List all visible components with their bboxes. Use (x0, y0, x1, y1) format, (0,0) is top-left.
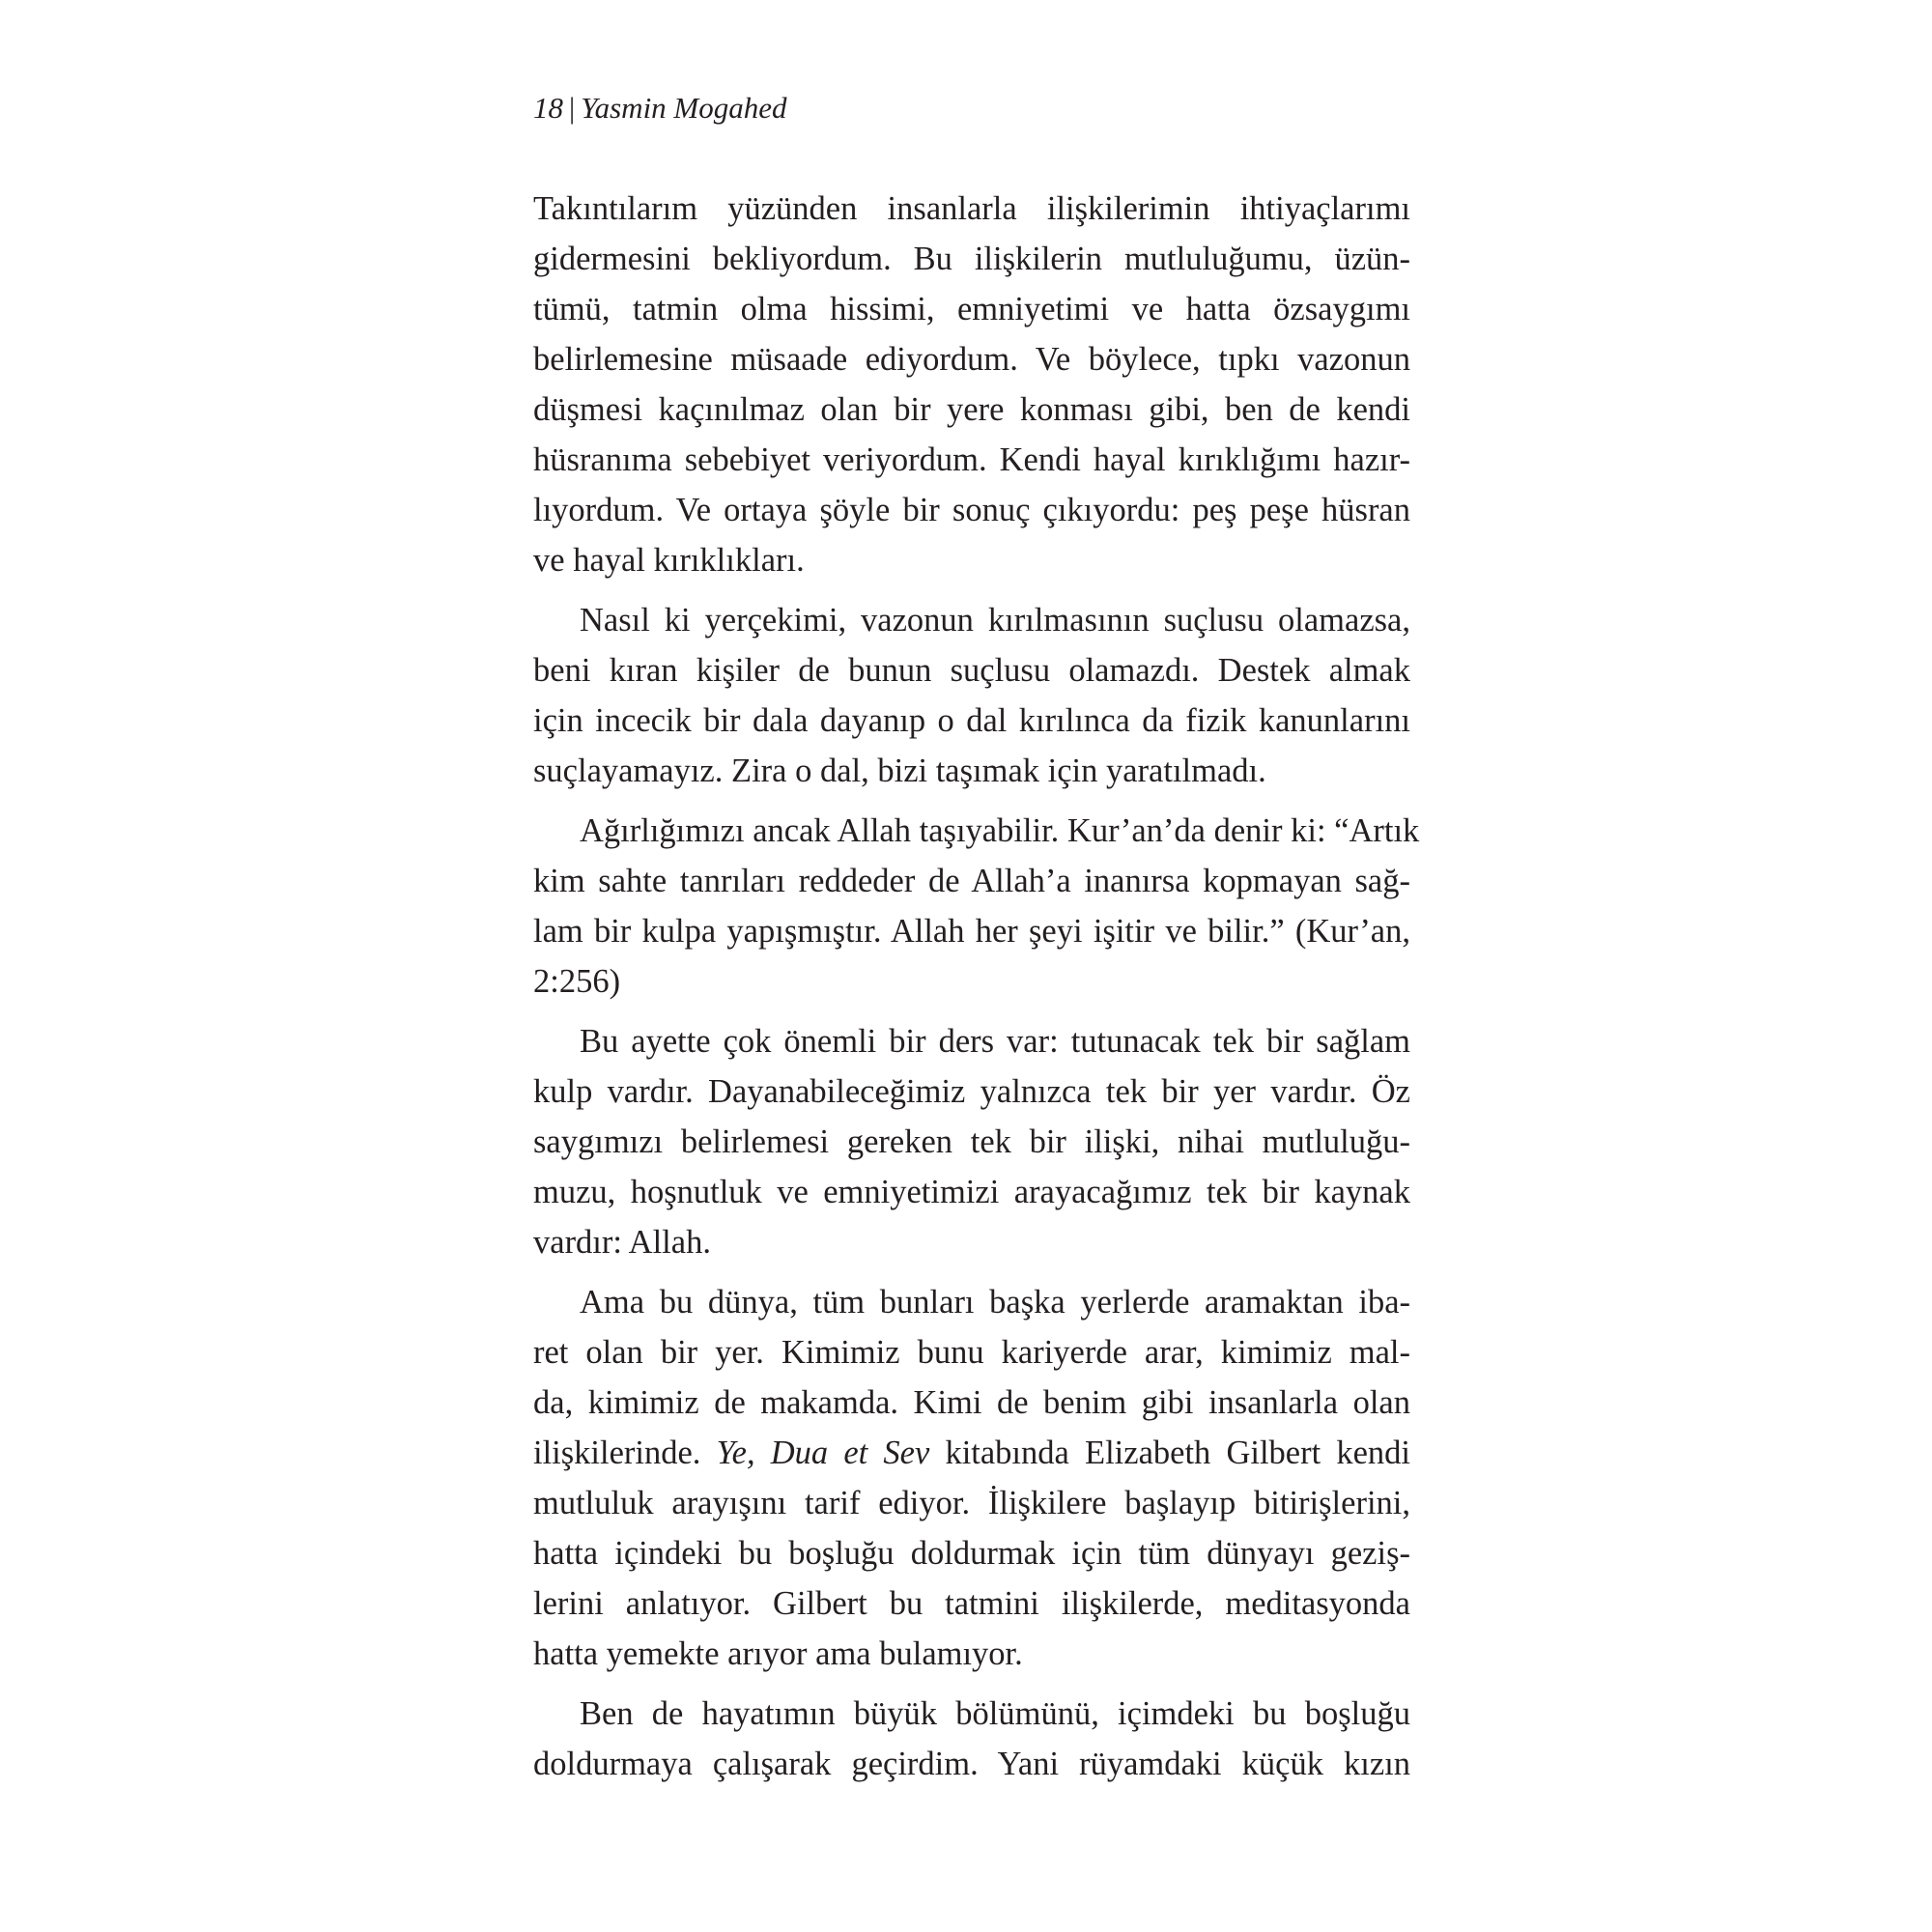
text-line: vardır: Allah. (533, 1224, 711, 1261)
paragraph (533, 1277, 1410, 1679)
header-separator: | (569, 91, 576, 125)
text-line: tümü, tatmin olma hissimi, emniyetimi ve hatta özsaygımı (533, 291, 1410, 327)
text-line: Ama bu dünya, tüm bunları başka yerlerde aramaktan iba- (580, 1284, 1410, 1321)
paragraph (533, 1016, 1410, 1267)
text-line: muzu, hoşnutluk ve emniyetimizi arayacağımız tek bir kaynak (533, 1174, 1410, 1210)
text-line: beni kıran kişiler de bunun suçlusu olamazdı. Destek almak (533, 652, 1410, 689)
text-line: ve hayal kırıklıkları. (533, 542, 805, 579)
text-line: doldurmaya çalışarak geçirdim. Yani rüyamdaki küçük kızın (533, 1746, 1410, 1782)
paragraph (533, 184, 1410, 585)
author-name: Yasmin Mogahed (581, 91, 787, 125)
text-fragment: ilişkilerinde. (533, 1435, 717, 1471)
book-title: Ye, Dua et Sev (716, 1435, 930, 1471)
text-line: Ağırlığımızı ancak Allah taşıyabilir. Kur’an’da denir ki: “Artık (580, 812, 1420, 849)
paragraph (533, 1689, 1410, 1789)
text-line: lıyordum. Ve ortaya şöyle bir sonuç çıkıyordu: peş peşe hüsran (533, 492, 1410, 528)
page-number: 18 (533, 91, 563, 125)
text-fragment: kitabında Elizabeth Gilbert kendi (929, 1435, 1410, 1471)
text-line: için incecik bir dala dayanıp o dal kırılınca da fizik kanunlarını (533, 702, 1410, 739)
text-line: 2:256) (533, 963, 621, 1000)
book-page (533, 89, 1420, 1799)
paragraph (533, 595, 1410, 796)
text-line: kulp vardır. Dayanabileceğimiz yalnızca tek bir yer vardır. Öz (533, 1073, 1410, 1110)
paragraph (533, 806, 1420, 1007)
text-line: Takıntılarım yüzünden insanlarla ilişkilerimin ihtiyaçlarımı (533, 190, 1410, 227)
text-line: Nasıl ki yerçekimi, vazonun kırılmasının suçlusu olamazsa, (580, 602, 1410, 639)
text-line: suçlayamayız. Zira o dal, bizi taşımak için yaratılmadı. (533, 753, 1266, 789)
text-line (533, 1428, 1410, 1478)
text-line: lam bir kulpa yapışmıştır. Allah her şeyi işitir ve bilir.” (Kur’an, (533, 913, 1410, 950)
text-line: belirlemesine müsaade ediyordum. Ve böylece, tıpkı vazonun (533, 341, 1410, 378)
text-line: Ben de hayatımın büyük bölümünü, içimdeki bu boşluğu (580, 1695, 1410, 1732)
text-line: saygımızı belirlemesi gereken tek bir ilişki, nihai mutluluğu- (533, 1123, 1410, 1160)
text-line: hüsranıma sebebiyet veriyordum. Kendi hayal kırıklığımı hazır- (533, 441, 1410, 478)
text-line: ret olan bir yer. Kimimiz bunu kariyerde arar, kimimiz mal- (533, 1334, 1410, 1371)
text-line: mutluluk arayışını tarif ediyor. İlişkilere başlayıp bitirişlerini, (533, 1485, 1410, 1521)
text-line: hatta içindeki bu boşluğu doldurmak için tüm dünyayı geziş- (533, 1535, 1410, 1572)
text-line: düşmesi kaçınılmaz olan bir yere konması gibi, ben de kendi (533, 391, 1410, 428)
text-line: lerini anlatıyor. Gilbert bu tatmini ilişkilerde, meditasyonda (533, 1585, 1410, 1622)
body-text (533, 184, 1420, 1789)
text-line: gidermesini bekliyordum. Bu ilişkilerin mutluluğumu, üzün- (533, 241, 1410, 277)
text-line: hatta yemekte arıyor ama bulamıyor. (533, 1635, 1023, 1672)
text-line: Bu ayette çok önemli bir ders var: tutunacak tek bir sağlam (580, 1023, 1410, 1060)
running-header (533, 89, 1410, 128)
text-line: kim sahte tanrıları reddeder de Allah’a inanırsa kopmayan sağ- (533, 863, 1410, 899)
text-line: da, kimimiz de makamda. Kimi de benim gibi insanlarla olan (533, 1384, 1410, 1421)
